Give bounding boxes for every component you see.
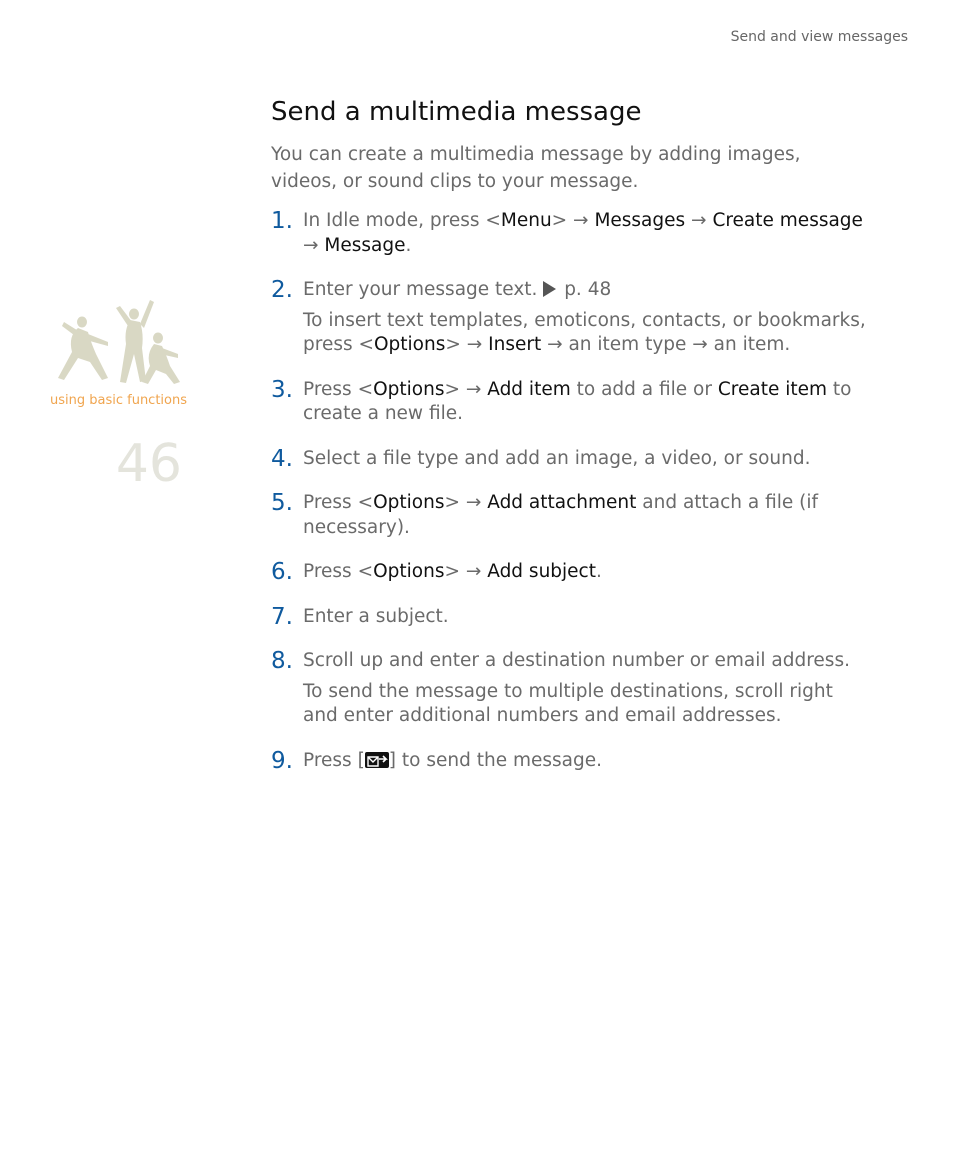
step-text [303,209,871,258]
step-text-fragment: → [685,210,713,231]
step-item [271,278,871,358]
step-item [271,605,871,630]
step-text-fragment: to create a new file. [303,378,852,424]
dancers-logo-icon [50,296,185,386]
step-text-fragment: To send the message to multiple destinations, scroll right and enter additional numbers and email addresses. [303,680,833,726]
menu-option-text: Menu [500,210,552,231]
step-text-fragment: Select a file type and add an image, a video, or sound. [303,447,811,469]
main-content [271,95,871,793]
arrow-right-icon [543,281,556,297]
step-text-fragment: . [405,234,412,256]
menu-option-text: Options [373,492,445,513]
step-item [271,491,871,540]
menu-option-text: Create message [712,210,863,231]
steps-list [271,209,871,773]
step-number: 7. [271,603,293,630]
step-item [271,209,871,258]
step-text-fragment: Press < [303,492,374,513]
step-note [303,309,871,358]
step-text [303,649,871,674]
step-text [303,491,871,540]
step-text-fragment: and attach a file (if necessary). [303,492,819,538]
step-number: 8. [271,648,293,674]
step-text-fragment: > → [551,210,595,231]
step-text [303,605,871,630]
step-text-fragment: Enter a subject. [303,605,449,627]
step-text-fragment: ] to send the message. [388,749,602,771]
menu-option-text: Options [373,334,446,355]
step-text-fragment: Press [ [303,749,365,771]
section-label: using basic functions [50,393,188,408]
menu-option-text: Options [373,561,445,582]
step-text-fragment: > → [444,492,488,513]
step-text-fragment: > → [444,378,488,400]
step-text-fragment: Scroll up and enter a destination number or email address. [303,650,850,671]
step-text-fragment: → [303,234,325,256]
menu-option-text: Message [324,234,406,256]
step-number: 4. [271,445,293,472]
step-text-fragment: Press < [303,561,374,582]
step-text-fragment: Enter your message text. [303,279,544,300]
menu-option-text: Add subject [487,561,596,582]
menu-option-text: Insert [488,334,542,355]
step-item [271,378,871,427]
step-text [303,749,871,774]
menu-option-text: Options [373,378,445,400]
intro-paragraph: You can create a multimedia message by adding images, videos, or sound clips to your message. [271,144,801,192]
step-text-fragment: → an item type → an item. [541,334,791,355]
step-text-fragment: In Idle mode, press < [303,210,501,231]
step-text [303,447,871,472]
step-item [271,649,871,729]
menu-option-text: Add item [487,378,571,400]
step-item [271,749,871,774]
step-number: 3. [271,376,293,403]
menu-option-text: Create item [717,378,828,400]
step-text-fragment: > → [445,334,489,355]
menu-option-text: Messages [594,210,686,231]
step-text-fragment: to add a file or [570,378,718,400]
step-note [303,680,871,729]
step-item [271,447,871,472]
step-item [271,560,871,585]
page-number: 46 [115,434,182,494]
step-text [303,378,871,427]
step-number: 9. [271,747,293,774]
page-header-title: Send and view messages [730,29,908,45]
step-number: 1. [271,208,293,234]
step-text [303,560,871,585]
step-text-fragment: > → [444,561,488,582]
step-text-fragment: Press < [303,378,374,400]
step-number: 5. [271,490,293,516]
menu-option-text: Add attachment [487,492,637,513]
step-text-fragment: To insert text templates, emoticons, contacts, or bookmarks, press < [303,309,866,355]
step-text-fragment: . [596,561,602,582]
page-title: Send a multimedia message [271,97,642,127]
step-text [303,278,871,303]
step-number: 6. [271,559,293,585]
step-text-fragment: p. 48 [558,279,612,300]
step-number: 2. [271,277,293,303]
send-message-key-icon [365,752,389,768]
